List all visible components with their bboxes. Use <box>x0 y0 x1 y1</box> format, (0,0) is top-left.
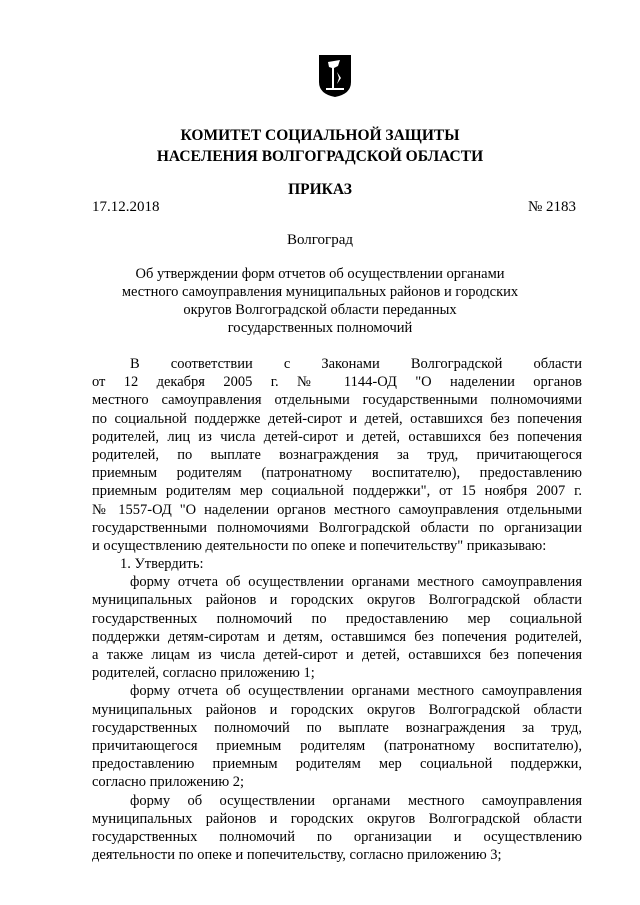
body-line: родителей, по выплате вознаграждения за труд, причитающегося <box>92 446 582 463</box>
document-city: Волгоград <box>286 232 353 248</box>
body-line: приемным родителям мер социальной поддержки", от 15 ноября 2007 г. <box>92 483 582 500</box>
body-line: форму отчета об осуществлении органами местного самоуправления <box>130 683 582 700</box>
body-line: согласно приложению 2; <box>92 774 245 791</box>
subject-line: государственных полномочий <box>227 320 413 336</box>
document-subject <box>0 265 640 337</box>
org-name-line-1: КОМИТЕТ СОЦИАЛЬНОЙ ЗАЩИТЫ <box>180 127 460 144</box>
subject-line: местного самоуправления муниципальных районов и городских <box>121 284 519 300</box>
body-line: государственных полномочий по выплате вознаграждения за труд, <box>92 719 582 736</box>
body-line: приемным родителям (патронатному воспитателю), предоставлению <box>92 465 582 482</box>
document-date: 17.12.2018 <box>92 199 160 215</box>
body-line: а также лицам из числа детей-сирот и детей, оставшихся без попечения <box>92 647 582 663</box>
body-line: государственных полномочий по предоставлению мер социальной <box>92 610 582 627</box>
document-number: № 2183 <box>527 199 576 215</box>
subject-line: Об утверждении форм отчетов об осуществлении органами <box>135 266 505 282</box>
body-line: предоставлению приемным родителям мер социальной поддержки, <box>92 756 582 773</box>
body-line: № 1557-ОД "О наделении органов местного самоуправления отдельными <box>92 501 582 518</box>
body-line: государственных полномочий по организации и осуществлению <box>92 828 582 845</box>
body-line: местного самоуправления отдельными государственными полномочиями <box>92 392 582 409</box>
org-name-line-2: НАСЕЛЕНИЯ ВОЛГОГРАДСКОЙ ОБЛАСТИ <box>156 148 484 165</box>
body-line: форму отчета об осуществлении органами местного самоуправления <box>130 574 582 591</box>
body-line: родителей, согласно приложению 1; <box>92 665 315 682</box>
subject-line: округов Волгоградской области переданных <box>183 302 457 318</box>
body-line: причитающегося приемным родителям (патронатному воспитателю), <box>92 737 582 754</box>
body-line: деятельности по опеке и попечительству, согласно приложению 3; <box>92 847 502 864</box>
body-line: форму об осуществлении органами местного самоуправления <box>130 792 582 809</box>
body-line: от 12 декабря 2005 г. № 1144-ОД "О наделении органов <box>92 374 582 391</box>
document-type: ПРИКАЗ <box>288 181 352 198</box>
body-line: муниципальных районов и городских округов Волгоградской области <box>92 701 582 718</box>
body-line: 1. Утвердить: <box>120 556 204 573</box>
body-line: муниципальных районов и городских округов Волгоградской области <box>92 592 582 609</box>
body-line: родителей, лиц из числа детей-сирот и детей, оставшихся без попечения <box>92 428 582 445</box>
document-body <box>92 355 582 864</box>
coat-of-arms-icon <box>318 54 352 98</box>
body-line: В соответствии с Законами Волгоградской области <box>130 356 582 372</box>
body-line: государственными полномочиями Волгоградской области по организации <box>92 519 582 536</box>
body-line: муниципальных районов и городских округов Волгоградской области <box>92 810 582 827</box>
body-line: по социальной поддержке детей-сирот и детей, оставшихся без попечения <box>92 410 582 427</box>
body-line: поддержки детям-сиротам и детям, оставшимся без попечения родителей, <box>92 628 582 645</box>
body-line: и осуществлению деятельности по опеке и попечительству" приказываю: <box>92 537 547 554</box>
